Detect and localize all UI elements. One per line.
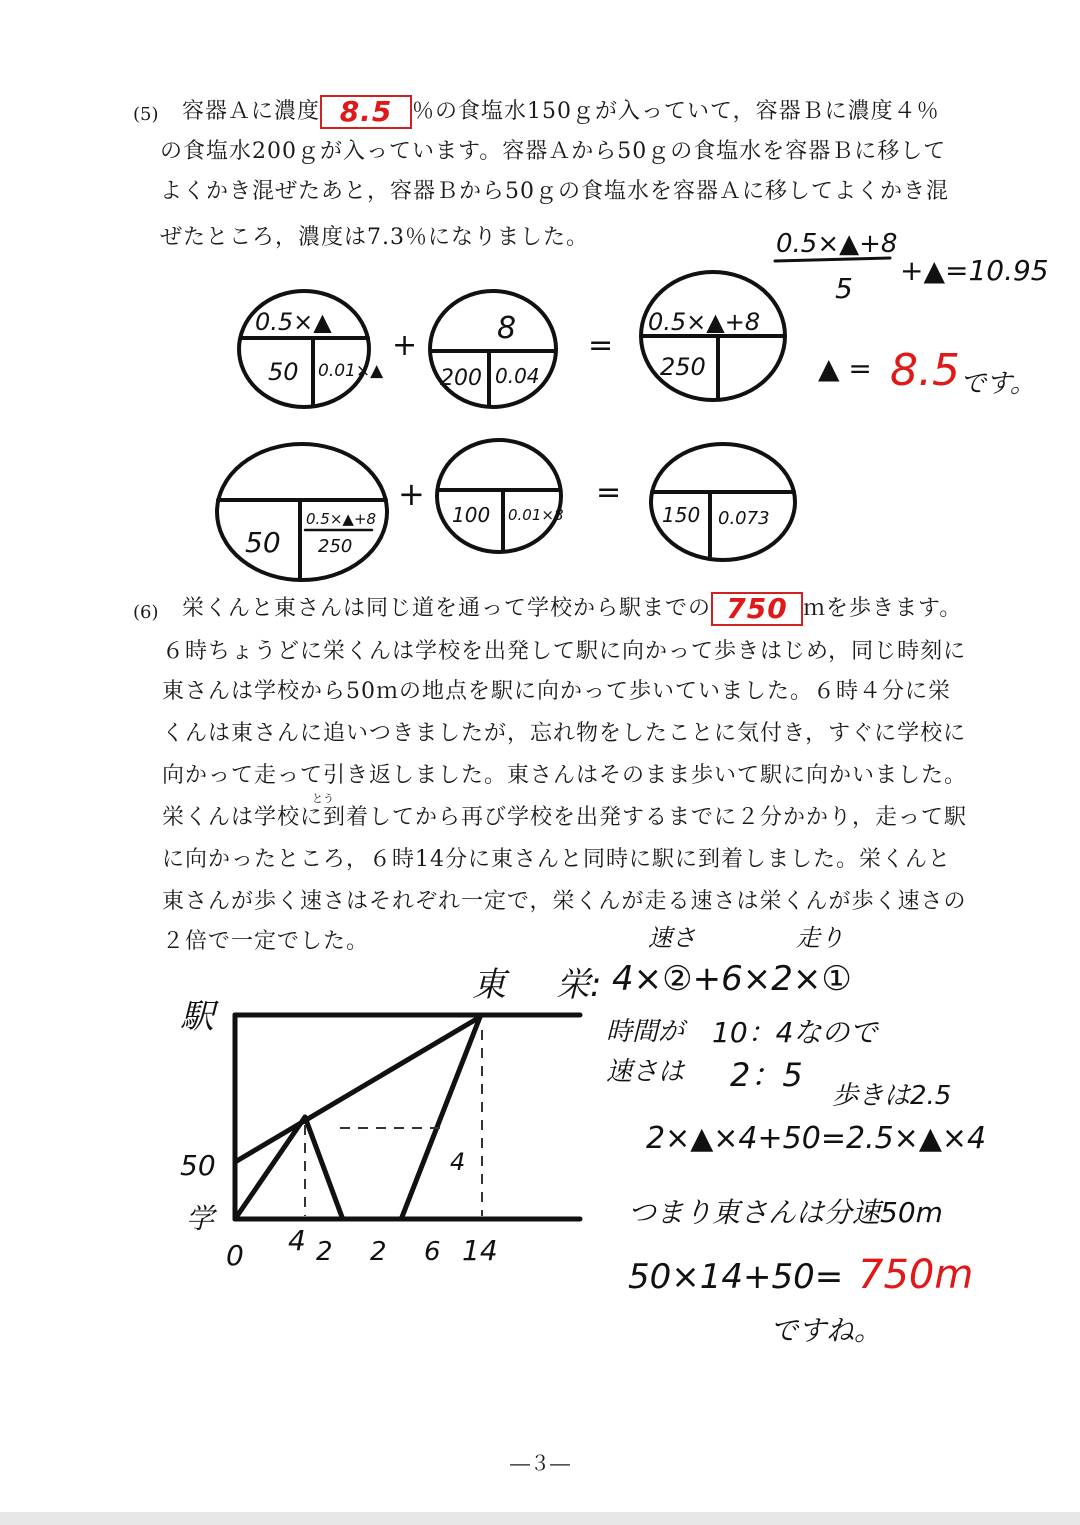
note-equation: 2×▲×4+50=2.5×▲×4: [646, 1121, 987, 1156]
tick-label-14: 14: [462, 1234, 498, 1267]
equation-numerator: 0.5×▲+8: [776, 229, 898, 259]
problem-6-handwritten-work: [0, 920, 1080, 1360]
note-answer: 750m: [858, 1252, 974, 1298]
circle-6-right: 0.073: [718, 508, 770, 529]
result-suffix: です。: [960, 369, 1036, 399]
label-4-segment: 4: [450, 1148, 466, 1176]
circle-1-left: 50: [268, 358, 299, 386]
note-speed-word: 速さ: [648, 924, 696, 952]
sakae-equation: 4×②+6×2×①: [612, 959, 852, 999]
circle-4-fraction-denominator: 250: [318, 536, 353, 557]
sakae-run-to-station-path: [402, 1017, 480, 1217]
tick-label-2b: 2: [370, 1237, 387, 1267]
plus-sign-2: +: [398, 475, 425, 513]
tick-label-6: 6: [424, 1237, 441, 1267]
problem-6-line-6: 栄くんは学校に到着してから再び学校を出発するまでに２分かかり，走って駅: [162, 805, 968, 830]
equation-denominator: 5: [835, 272, 853, 305]
problem-6-line-9: ２倍で一定でした。: [162, 929, 370, 954]
equals-sign-1: =: [588, 328, 614, 363]
problem-6-answer-box: 750: [711, 592, 803, 626]
problem-6-line-7: に向かったところ，６時14分に東さんと同時に駅に到着しました。栄くんと: [162, 847, 951, 872]
sakae-run-back-path: [305, 1117, 342, 1217]
diagram-circle-5: [437, 440, 561, 552]
circle-2-right: 0.04: [495, 364, 540, 388]
equation-rest: +▲=10.95: [900, 254, 1049, 287]
tick-label-4: 4: [288, 1224, 306, 1257]
note-walk: 歩きは2.5: [832, 1081, 952, 1111]
circle-3-top: 0.5×▲+8: [648, 308, 761, 336]
note-end: ですね。: [770, 1314, 883, 1347]
tick-label-0: 0: [226, 1239, 244, 1272]
note-speed: 速さは: [606, 1057, 685, 1087]
problem-5-answer-box: 8.5: [320, 95, 412, 129]
problem-5-handwritten-work: [0, 0, 1080, 600]
problem-6-line-2: ６時ちょうどに栄くんは学校を出発して駅に向かって歩きはじめ，同じ時刻に: [162, 639, 967, 664]
bottom-strip: [0, 1512, 1080, 1525]
result-label: ▲ =: [818, 352, 872, 385]
circle-6-left: 150: [662, 503, 701, 527]
problem-6-text-after-answer: ｍを歩きます。: [803, 596, 963, 621]
circle-1-right: 0.01×▲: [318, 361, 384, 381]
note-conclusion: つまり東さんは分速50m: [628, 1196, 943, 1229]
diagram-circle-6: [651, 444, 795, 560]
label-50: 50: [180, 1149, 216, 1182]
circle-3-left: 250: [660, 353, 706, 381]
note-calculation: 50×14+50=: [628, 1257, 844, 1297]
ruby-annotation: とう: [312, 792, 334, 805]
note-run-word: 走り: [796, 924, 844, 952]
sakae-walk-path: [235, 1117, 305, 1219]
problem-6-line-5: 向かって走って引き返しました。東さんはそのまま歩いて駅に向かいました。: [162, 763, 968, 788]
problem-6-line-3: 東さんは学校から50ｍの地点を駅に向かって歩いていました。６時４分に栄: [162, 679, 951, 704]
result-value: 8.5: [890, 345, 960, 396]
problem-5-text-before-answer: 容器Ａに濃度: [182, 99, 321, 124]
page-number: ―３―: [510, 1451, 570, 1475]
problem-5-line-2: の食塩水200ｇが入っています。容器Ａから50ｇの食塩水を容器Ｂに移して: [160, 139, 947, 164]
problem-6-line-1: [182, 589, 962, 629]
problem-6-number: (6): [133, 602, 159, 623]
circle-2-left: 200: [440, 366, 482, 391]
problem-6-line-8: 東さんが歩く速さはそれぞれ一定で，栄くんが走る速さは栄くんが歩く速さの: [162, 889, 967, 914]
note-speed-ratio: 2：5: [730, 1056, 803, 1094]
label-school: 学: [186, 1202, 215, 1235]
circle-5-left: 100: [452, 503, 491, 527]
problem-5-line-4: ぜたところ，濃度は7.3％になりました。: [160, 225, 589, 250]
circle-4-fraction-numerator: 0.5×▲+8: [306, 510, 377, 528]
higashi-path: [235, 1017, 480, 1162]
circle-2-top: 8: [497, 311, 517, 346]
equals-sign-2: =: [596, 475, 622, 510]
note-ratio: 10：4なので: [712, 1016, 878, 1049]
problem-5-number: (5): [133, 104, 159, 125]
circle-1-top: 0.5×▲: [255, 308, 332, 336]
problem-5-text-after-answer: ％の食塩水150ｇが入っていて，容器Ｂに濃度４％: [412, 99, 940, 124]
circle-5-right: 0.01×8: [508, 506, 564, 524]
tick-label-2a: 2: [316, 1237, 333, 1267]
label-higashi: 東: [472, 965, 506, 1005]
label-sakae: 栄:: [556, 965, 602, 1005]
plus-sign-1: +: [392, 328, 418, 363]
circle-4-left: 50: [245, 526, 281, 559]
problem-5-line-3: よくかき混ぜたあと，容器Ｂから50ｇの食塩水を容器Ａに移してよくかき混: [160, 179, 949, 204]
problem-6-line-4: くんは東さんに追いつきましたが，忘れ物をしたことに気付き，すぐに学校に: [162, 721, 967, 746]
note-time: 時間が: [606, 1017, 685, 1047]
label-station: 駅: [180, 997, 214, 1037]
problem-6-text-before-answer: 栄くんと東さんは同じ道を通って学校から駅までの: [182, 596, 712, 621]
